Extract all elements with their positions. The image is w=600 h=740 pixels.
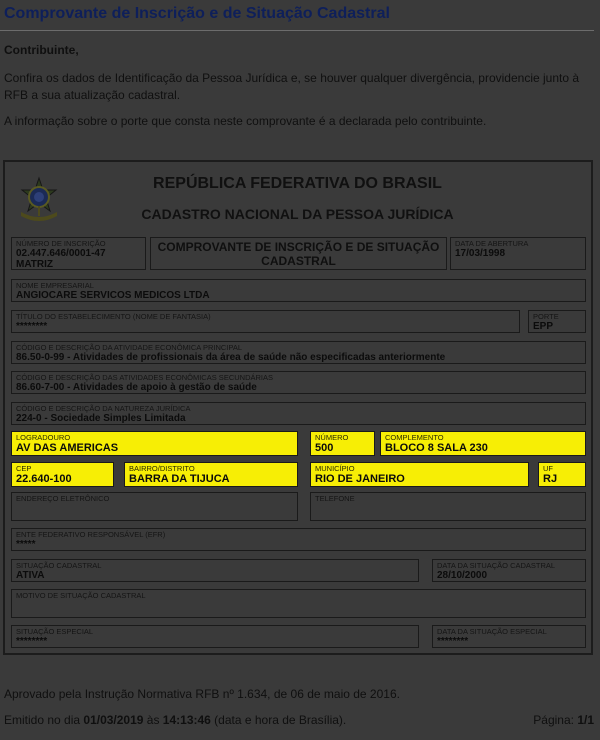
field-situacao-cadastral: SITUAÇÃO CADASTRAL ATIVA [11,559,419,582]
field-ente-federativo: ENTE FEDERATIVO RESPONSÁVEL (EFR) ***** [11,528,586,551]
field-situacao-especial: SITUAÇÃO ESPECIAL ******** [11,625,419,648]
field-uf: UF RJ [538,462,586,487]
field-nome-empresarial: NOME EMPRESARIAL ANGIOCARE SERVICOS MEDICOS LTDA [11,279,586,302]
approval-note: Aprovado pela Instrução Normativa RFB nº 1.634, de 06 de maio de 2016. [4,687,400,701]
field-atividade-principal: CÓDIGO E DESCRIÇÃO DA ATIVIDADE ECONÔMICA PRINCIPAL 86.50-0-99 - Atividades de profissionais da área de saúde não especificadas anteriormente [11,341,586,364]
title-divider [0,30,594,31]
greeting: Contribuinte, [4,43,79,57]
field-telefone: TELEFONE [310,492,586,521]
emission-info: Emitido no dia 01/03/2019 às 14:13:46 (data e hora de Brasília). [4,713,347,727]
porte-note: A informação sobre o porte que consta neste comprovante é a declarada pelo contribuinte. [4,114,487,128]
field-titulo-estabelecimento: TÍTULO DO ESTABELECIMENTO (NOME DE FANTASIA) ******** [11,310,520,333]
field-numero-inscricao: NÚMERO DE INSCRIÇÃO 02.447.646/0001-47 MATRIZ [11,237,146,270]
page-number: Página: 1/1 [533,713,594,727]
header-republica: REPÚBLICA FEDERATIVA DO BRASIL [153,175,442,192]
field-municipio: MUNICÍPIO RIO DE JANEIRO [310,462,529,487]
header-cadastro: CADASTRO NACIONAL DA PESSOA JURÍDICA [141,206,454,222]
field-atividades-secundarias: CÓDIGO E DESCRIÇÃO DAS ATIVIDADES ECONÔMICAS SECUNDÁRIAS 86.60-7-00 - Atividades de apoio à gestão de saúde [11,371,586,394]
field-data-abertura: DATA DE ABERTURA 17/03/1998 [450,237,586,270]
document-title: COMPROVANTE DE INSCRIÇÃO E DE SITUAÇÃO CADASTRAL [150,237,447,270]
field-data-situacao-cadastral: DATA DA SITUAÇÃO CADASTRAL 28/10/2000 [432,559,586,582]
field-data-situacao-especial: DATA DA SITUAÇÃO ESPECIAL ******** [432,625,586,648]
field-cep: CEP 22.640-100 [11,462,114,487]
field-motivo-situacao: MOTIVO DE SITUAÇÃO CADASTRAL [11,589,586,618]
field-porte: PORTE EPP [528,310,586,333]
field-bairro: BAIRRO/DISTRITO BARRA DA TIJUCA [124,462,298,487]
coat-of-arms-icon [15,176,63,226]
page-title: Comprovante de Inscrição e de Situação Cadastral [4,5,390,22]
intro-paragraph: Confira os dados de Identificação da Pessoa Jurídica e, se houver qualquer divergência, providencie junto à RFB a sua atualização cadastral. [4,71,580,102]
field-logradouro: LOGRADOURO AV DAS AMERICAS [11,431,298,456]
field-numero: NÚMERO 500 [310,431,375,456]
field-endereco-eletronico: ENDEREÇO ELETRÔNICO [11,492,298,521]
field-complemento: COMPLEMENTO BLOCO 8 SALA 230 [380,431,586,456]
field-natureza-juridica: CÓDIGO E DESCRIÇÃO DA NATUREZA JURÍDICA 224-0 - Sociedade Simples Limitada [11,402,586,425]
